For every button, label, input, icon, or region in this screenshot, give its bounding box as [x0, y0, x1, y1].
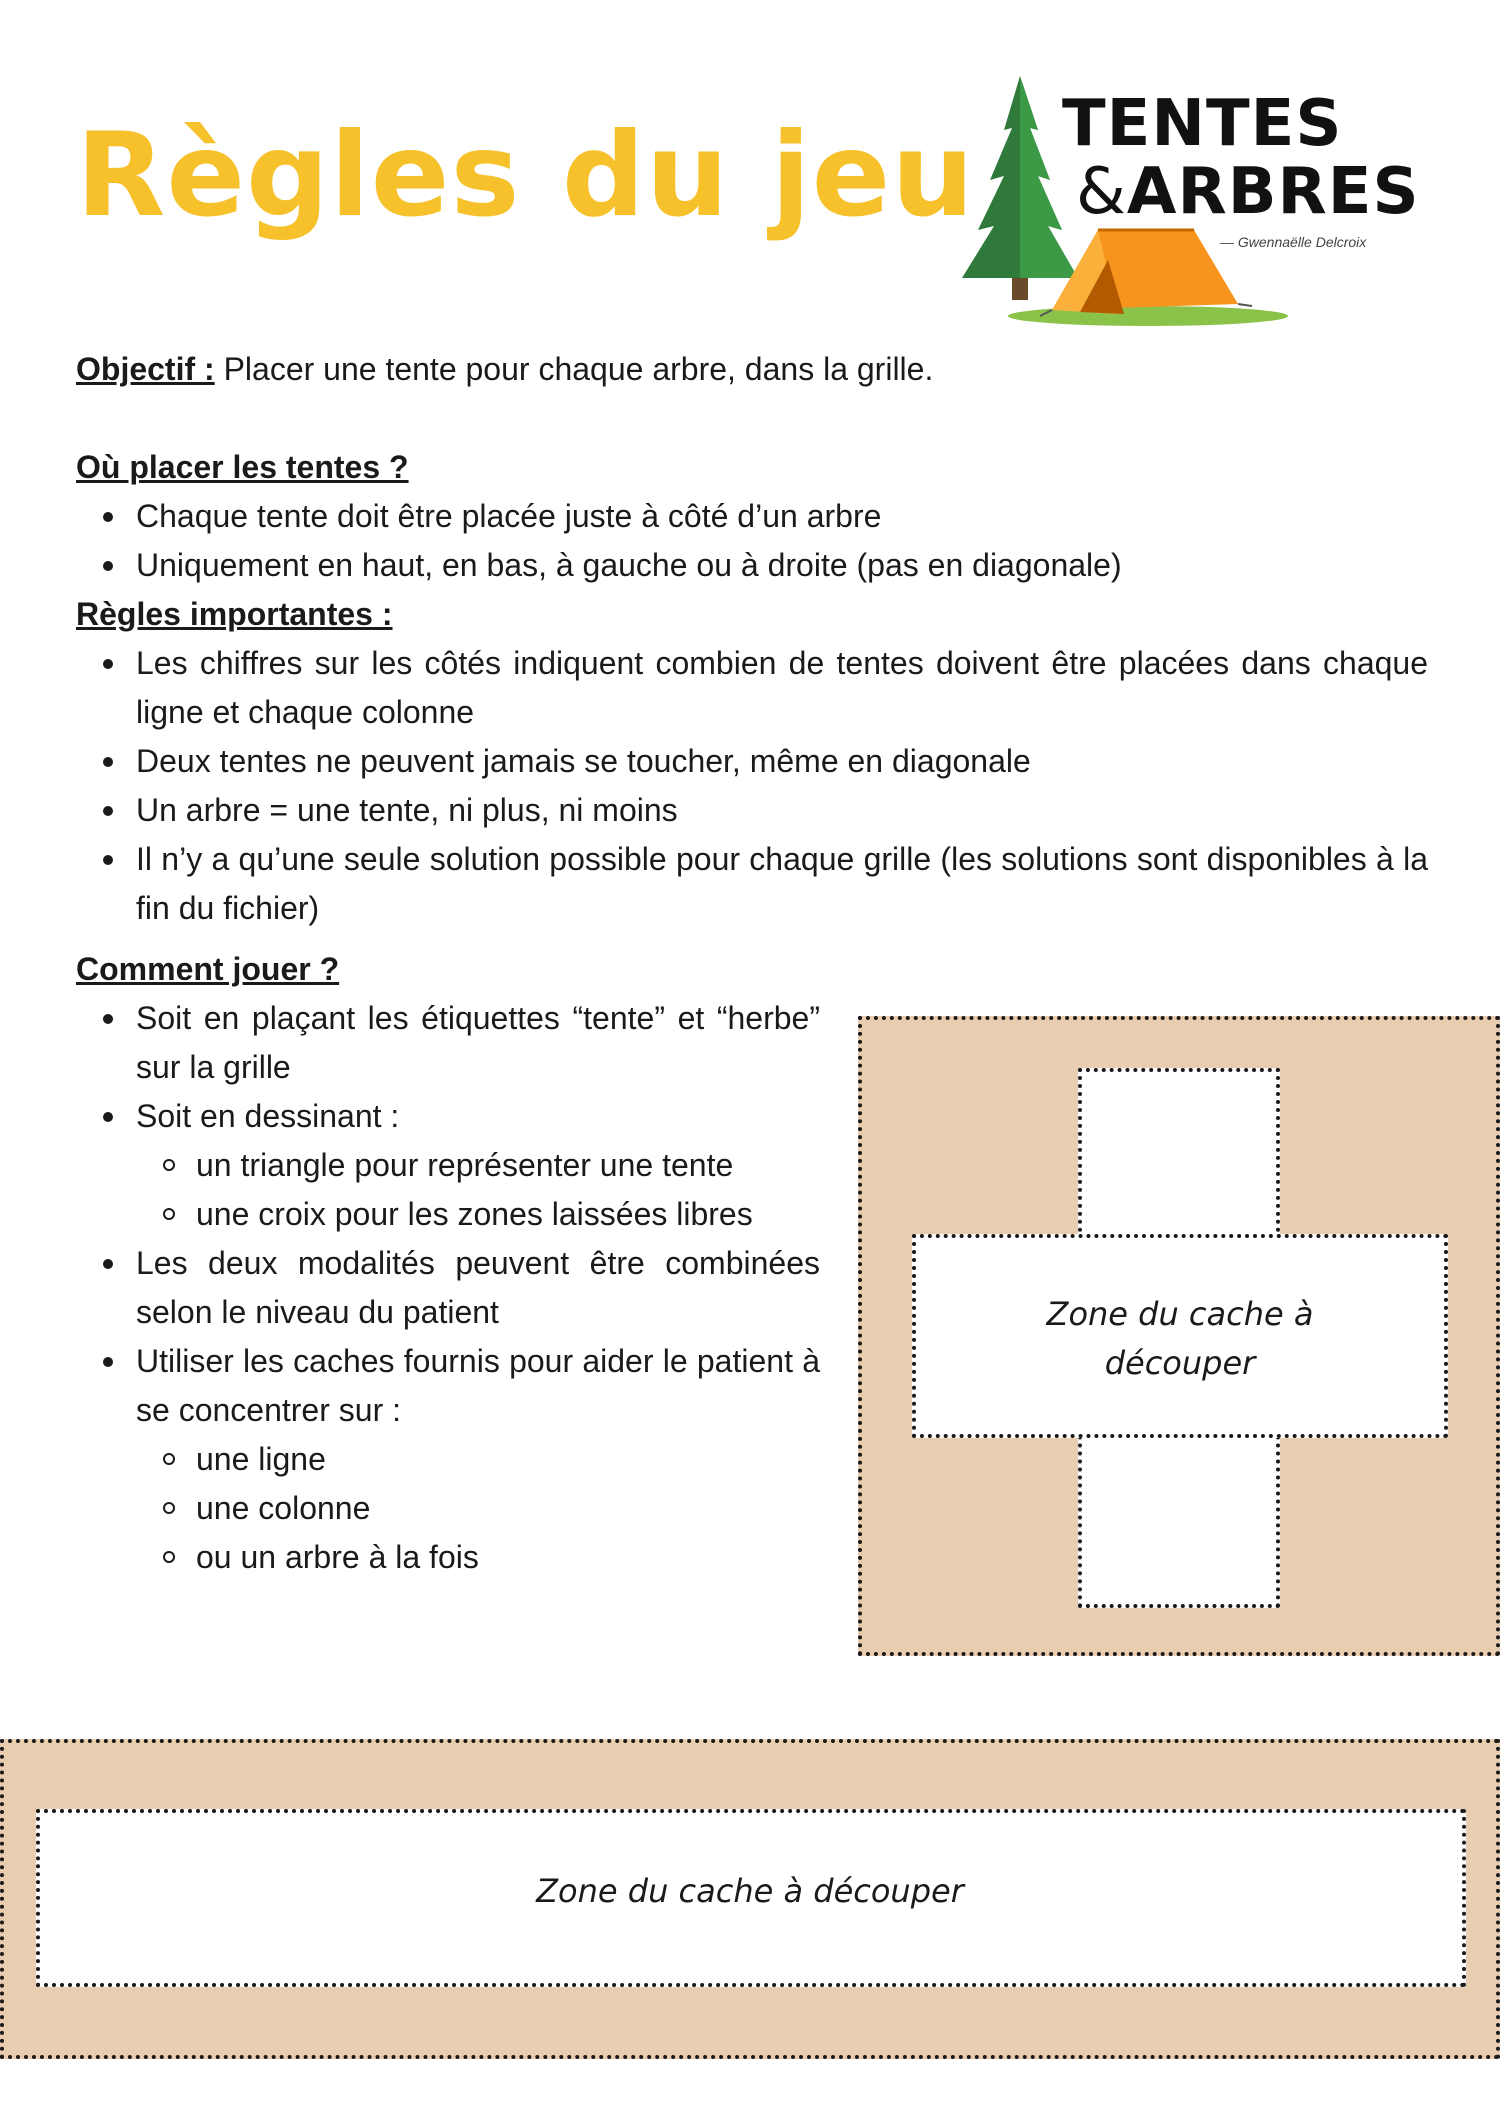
sub-list-item: ou un arbre à la fois — [196, 1533, 820, 1582]
objective-text: Placer une tente pour chaque arbre, dans la grille. — [223, 351, 934, 387]
list-item: Les chiffres sur les côtés indiquent combien de tentes doivent être placées dans chaque ligne et chaque colonne — [136, 639, 1428, 737]
rules-title: Règles importantes : — [76, 596, 393, 632]
list-item: Soit en dessinant : un triangle pour représenter une tente une croix pour les zones laissées libres — [136, 1092, 820, 1239]
logo-title-line2: &ARBRES — [1076, 155, 1420, 229]
list-item: Chaque tente doit être placée juste à côté d’un arbre — [136, 492, 1428, 541]
how-title: Comment jouer ? — [76, 951, 340, 987]
where-title: Où placer les tentes ? — [76, 449, 409, 485]
mask-sublist — [136, 1435, 820, 1582]
logo-author: — Gwennaëlle Delcroix — [1220, 234, 1367, 250]
list-item: Utiliser les caches fournis pour aider le patient à se concentrer sur : une ligne une colonne ou un arbre à la fois — [136, 1337, 820, 1582]
logo — [948, 70, 1438, 340]
list-item: Un arbre = une tente, ni plus, ni moins — [136, 786, 1428, 835]
objective — [76, 345, 1428, 394]
sub-list-item: une croix pour les zones laissées libres — [196, 1190, 820, 1239]
sub-list-item: un triangle pour représenter une tente — [196, 1141, 820, 1190]
rules-list — [76, 639, 1428, 933]
row-cutout-label: Zone du cache à découper — [536, 1872, 964, 1910]
how-list — [76, 994, 820, 1582]
how-section — [76, 945, 820, 1582]
sub-list-item: une ligne — [196, 1435, 820, 1484]
cross-cutout-label: Zone du cache à découper — [1046, 1295, 1314, 1382]
objective-label: Objectif : — [76, 351, 215, 387]
logo-title-line1: TENTES — [1062, 87, 1343, 161]
list-item: Deux tentes ne peuvent jamais se toucher, même en diagonale — [136, 737, 1428, 786]
sub-list-item: une colonne — [196, 1484, 820, 1533]
where-list — [76, 492, 1428, 590]
list-item: Soit en plaçant les étiquettes “tente” et “herbe” sur la grille — [136, 994, 820, 1092]
page-title: Règles du jeu — [76, 108, 975, 243]
list-item: Uniquement en haut, en bas, à gauche ou à droite (pas en diagonale) — [136, 541, 1428, 590]
list-item: Il n’y a qu’une seule solution possible pour chaque grille (les solutions sont disponibles à la fin du fichier) — [136, 835, 1428, 933]
draw-sublist — [136, 1141, 820, 1239]
list-item: Les deux modalités peuvent être combinées selon le niveau du patient — [136, 1239, 820, 1337]
